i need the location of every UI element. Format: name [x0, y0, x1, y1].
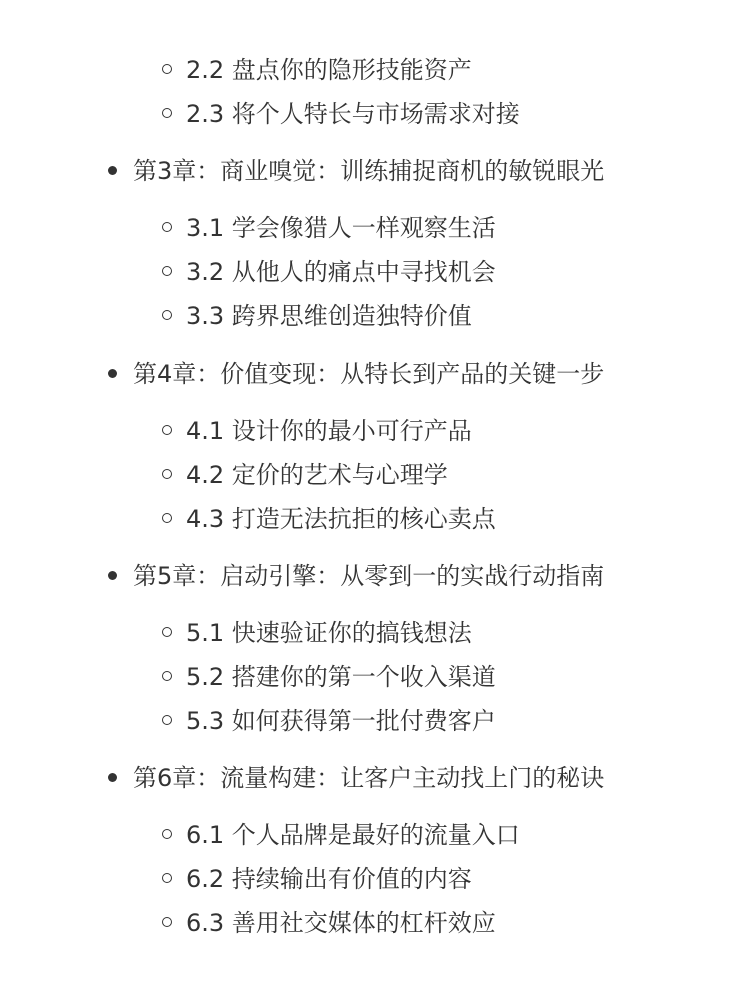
- section-title: 6.2 持续输出有价值的内容: [186, 865, 472, 893]
- chapter-item: [108, 758, 604, 798]
- solid-bullet-icon: [108, 166, 117, 175]
- hollow-bullet-icon: [162, 627, 172, 637]
- section-item: [162, 296, 472, 336]
- solid-bullet-icon: [108, 571, 117, 580]
- section-title: 2.2 盘点你的隐形技能资产: [186, 56, 472, 84]
- hollow-bullet-icon: [162, 425, 172, 435]
- section-title: 5.3 如何获得第一批付费客户: [186, 707, 496, 735]
- hollow-bullet-icon: [162, 671, 172, 681]
- section-title: 5.1 快速验证你的搞钱想法: [186, 619, 472, 647]
- section-item: [162, 50, 472, 90]
- hollow-bullet-icon: [162, 469, 172, 479]
- section-item: [162, 815, 520, 855]
- section-item: [162, 94, 520, 134]
- section-item: [162, 903, 496, 943]
- hollow-bullet-icon: [162, 310, 172, 320]
- section-item: [162, 859, 472, 899]
- section-item: [162, 208, 496, 248]
- hollow-bullet-icon: [162, 266, 172, 276]
- chapter-title: 第4章：价值变现：从特长到产品的关键一步: [133, 360, 605, 388]
- chapter-title: 第6章：流量构建：让客户主动找上门的秘诀: [133, 764, 605, 792]
- section-item: [162, 252, 496, 292]
- section-title: 4.3 打造无法抗拒的核心卖点: [186, 505, 496, 533]
- solid-bullet-icon: [108, 369, 117, 378]
- chapter-title: 第3章：商业嗅觉：训练捕捉商机的敏锐眼光: [133, 157, 605, 185]
- hollow-bullet-icon: [162, 873, 172, 883]
- section-item: [162, 701, 496, 741]
- solid-bullet-icon: [108, 773, 117, 782]
- section-item: [162, 657, 496, 697]
- section-title: 6.1 个人品牌是最好的流量入口: [186, 821, 520, 849]
- section-title: 2.3 将个人特长与市场需求对接: [186, 100, 520, 128]
- section-title: 3.1 学会像猎人一样观察生活: [186, 214, 496, 242]
- hollow-bullet-icon: [162, 829, 172, 839]
- hollow-bullet-icon: [162, 222, 172, 232]
- hollow-bullet-icon: [162, 715, 172, 725]
- chapter-item: [108, 354, 604, 394]
- section-title: 4.1 设计你的最小可行产品: [186, 417, 472, 445]
- hollow-bullet-icon: [162, 108, 172, 118]
- section-title: 3.2 从他人的痛点中寻找机会: [186, 258, 496, 286]
- section-title: 3.3 跨界思维创造独特价值: [186, 302, 472, 330]
- section-item: [162, 411, 472, 451]
- section-title: 6.3 善用社交媒体的杠杆效应: [186, 909, 496, 937]
- chapter-item: [108, 556, 604, 596]
- hollow-bullet-icon: [162, 64, 172, 74]
- section-item: [162, 613, 472, 653]
- hollow-bullet-icon: [162, 917, 172, 927]
- hollow-bullet-icon: [162, 513, 172, 523]
- section-item: [162, 455, 448, 495]
- section-title: 4.2 定价的艺术与心理学: [186, 461, 448, 489]
- chapter-item: [108, 151, 604, 191]
- section-item: [162, 499, 496, 539]
- section-title: 5.2 搭建你的第一个收入渠道: [186, 663, 496, 691]
- chapter-title: 第5章：启动引擎：从零到一的实战行动指南: [133, 562, 605, 590]
